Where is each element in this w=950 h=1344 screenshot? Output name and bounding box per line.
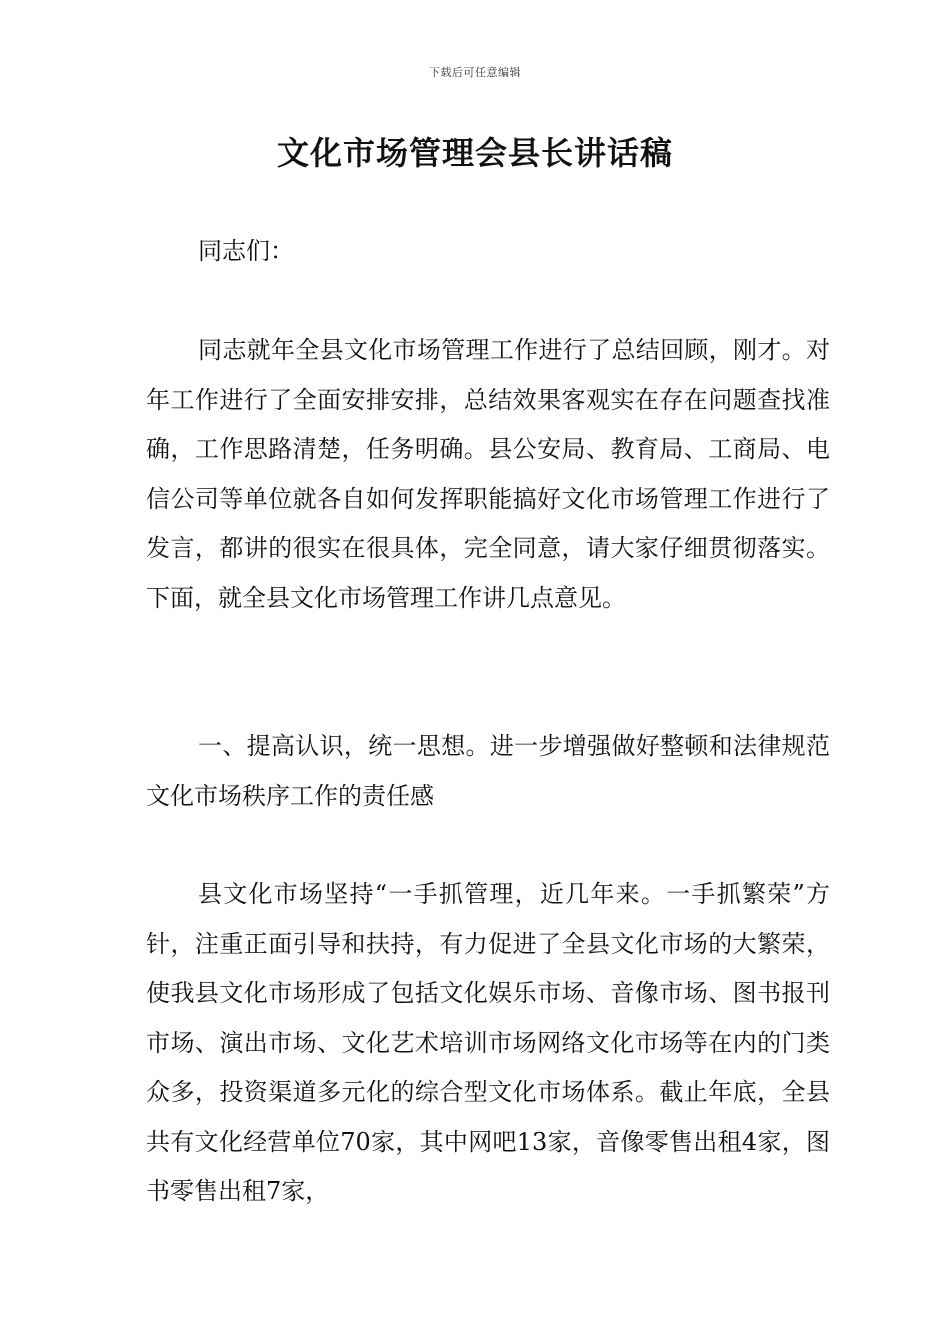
paragraph-text: 同志就年全县文化市场管理工作进行了总结回顾，刚才。对年工作进行了全面安排安排，总结效果客观实在存在问题查找准确，工作思路清楚，任务明确。县公安局、教育局、工商局、电信公司等单位就各自如何发挥职能搞好文化市场管理工作进行了发言，都讲的很实在很具体，完全同意，请大家仔细贯彻落实。下面，就全县文化市场管理工作讲几点意见。 <box>146 336 830 612</box>
salutation-text: 同志们： <box>198 237 294 265</box>
paragraph-text: 县文化市场坚持“一手抓管理，近几年来。一手抓繁荣”方针，注重正面引导和扶持，有力促进了全县文化市场的大繁荣，使我县文化市场形成了包括文化娱乐市场、音像市场、图书报刊市场、演出市场、文化艺术培训市场网络文化市场等在内的门类众多，投资渠道多元化的综合型文化市场体系。截止年底，全县共有文化经营单位70家，其中网吧13家，音像零售出租4家，图书零售出租7家， <box>146 880 830 1205</box>
salutation <box>146 227 830 277</box>
section-heading-1 <box>146 722 830 821</box>
paragraph-market <box>146 870 830 1217</box>
paragraph-intro <box>146 326 830 623</box>
document-title: 文化市场管理会县长讲话稿 <box>276 134 673 172</box>
section-heading-text: 一、提高认识，统一思想。进一步增强做好整顿和法律规范文化市场秩序工作的责任感 <box>146 732 830 810</box>
header-note: 下载后可任意编辑 <box>429 66 521 79</box>
